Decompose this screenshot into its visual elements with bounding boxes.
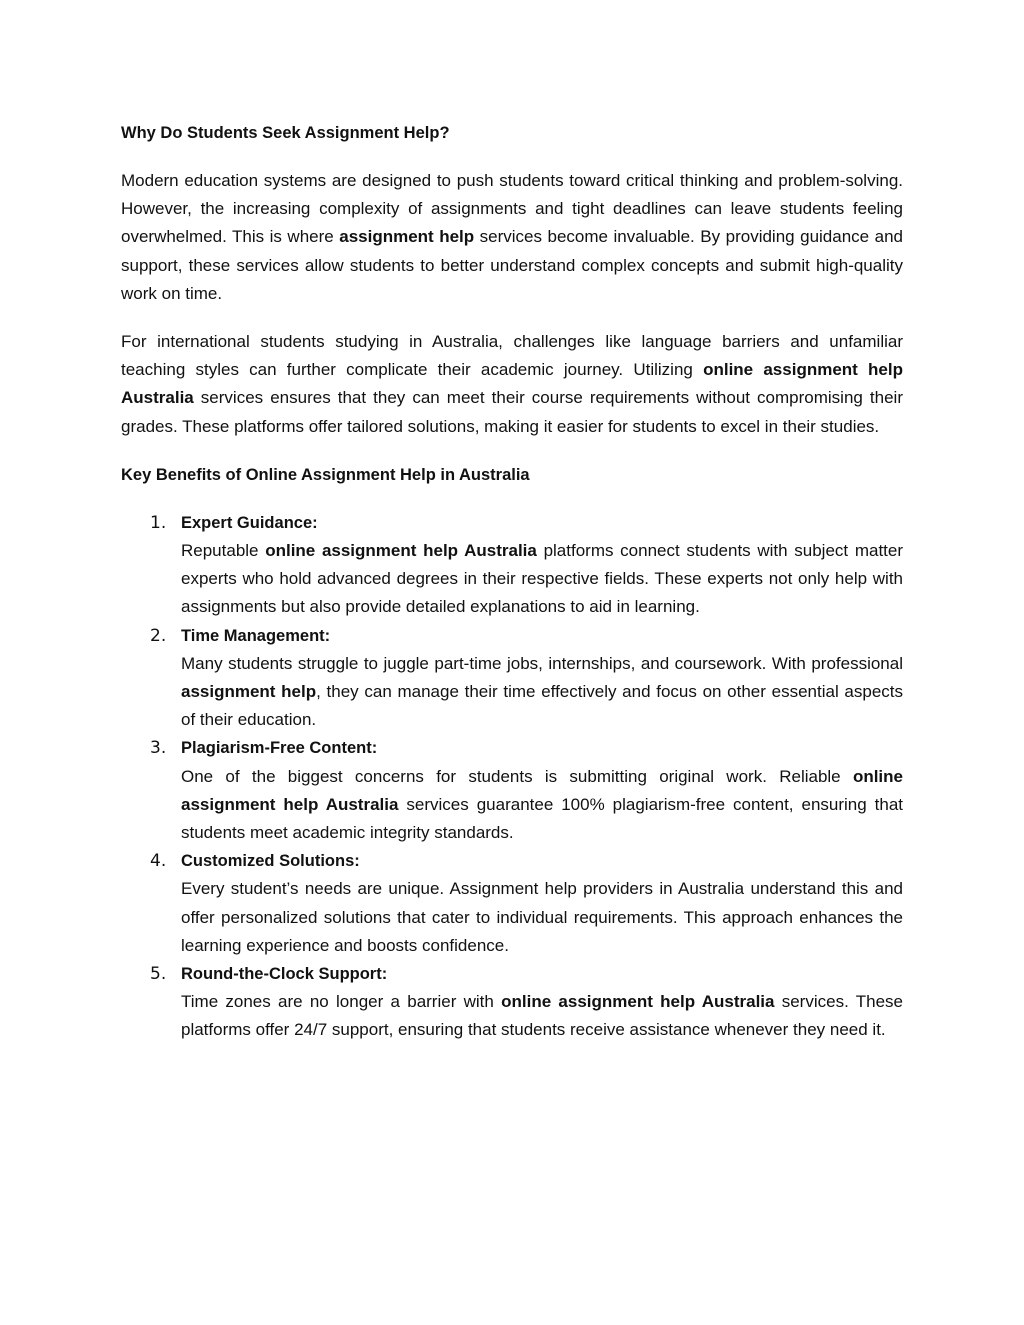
list-number: 5.: [150, 964, 167, 985]
section-heading-why: Why Do Students Seek Assignment Help?: [121, 124, 450, 142]
list-item-text: Reputable: [181, 541, 266, 561]
list-number: 1.: [150, 512, 167, 533]
list-item-text: services. These platforms offer 24/7 support, ensuring that students receive assistance whenever they need it.: [181, 992, 903, 1040]
list-item-text: , they can manage their time effectively and focus on other essential aspects of their education.: [181, 682, 903, 730]
list-item-title: Expert Guidance:: [181, 513, 318, 532]
list-item-text: Every student’s needs are unique. Assignment help providers in Australia understand this and offer personalized solutions that cater to individual requirements. This approach enhances the learning experience and boosts confidence.: [181, 879, 903, 955]
list-number: 2.: [150, 625, 167, 646]
list-item-text: Time zones are no longer a barrier with: [181, 992, 502, 1012]
list-item-text: One of the biggest concerns for students is submitting original work. Reliable: [181, 766, 853, 786]
paragraph-text: Modern education systems are designed to push students toward critical thinking and problem-solving. However, the increasing complexity of assignments and tight deadlines can leave students feeling overwhelmed. This is where: [121, 171, 903, 247]
list-item-title: Time Management:: [181, 626, 331, 645]
list-item-title: Customized Solutions:: [181, 852, 360, 871]
list-item: [121, 509, 903, 622]
paragraph-international: [121, 328, 903, 441]
list-number: 3.: [150, 738, 167, 759]
keyword-bold: online assignment help Australia: [501, 992, 775, 1012]
paragraph-text: services ensures that they can meet their course requirements without compromising their grades. These platforms offer tailored solutions, making it easier for students to excel in their studies.: [121, 388, 903, 436]
list-item-body: [181, 650, 903, 735]
list-item-body: [181, 537, 903, 622]
list-item: [121, 734, 903, 847]
list-item: [121, 847, 903, 960]
paragraph-text: For international students studying in Australia, challenges like language barriers and unfamiliar teaching styles can further complicate their academic journey. Utilizing: [121, 332, 903, 380]
section-heading-benefits: Key Benefits of Online Assignment Help in Australia: [121, 465, 530, 484]
keyword-bold: assignment help: [339, 227, 475, 247]
list-item-body: [181, 763, 903, 848]
document-page: [121, 119, 903, 1045]
list-item-title: Plagiarism-Free Content:: [181, 739, 378, 758]
list-item-title: Round-the-Clock Support:: [181, 965, 388, 984]
paragraph-text: services become invaluable. By providing guidance and support, these services allow students to better understand complex concepts and submit high-quality work on time.: [121, 227, 903, 303]
keyword-bold: assignment help: [181, 682, 317, 702]
list-item-text: Many students struggle to juggle part-time jobs, internships, and coursework. With professional: [181, 653, 903, 673]
list-item-body: [181, 875, 903, 960]
list-item-text: services guarantee 100% plagiarism-free content, ensuring that students meet academic integrity standards.: [181, 794, 904, 843]
list-number: 4.: [150, 851, 167, 872]
list-item-text: platforms connect students with subject matter experts who hold advanced degrees in their respective fields. These experts not only help with assignments but also provide detailed explanations to aid in learning.: [181, 541, 904, 617]
keyword-bold: online assignment help Australia: [181, 766, 903, 814]
keyword-bold: online assignment help Australia: [121, 360, 903, 408]
list-item-body: [181, 988, 903, 1044]
list-item: [121, 960, 903, 1045]
benefits-list: [121, 509, 903, 1045]
paragraph-intro: [121, 167, 903, 308]
keyword-bold: online assignment help Australia: [265, 541, 537, 561]
list-item: [121, 622, 903, 735]
